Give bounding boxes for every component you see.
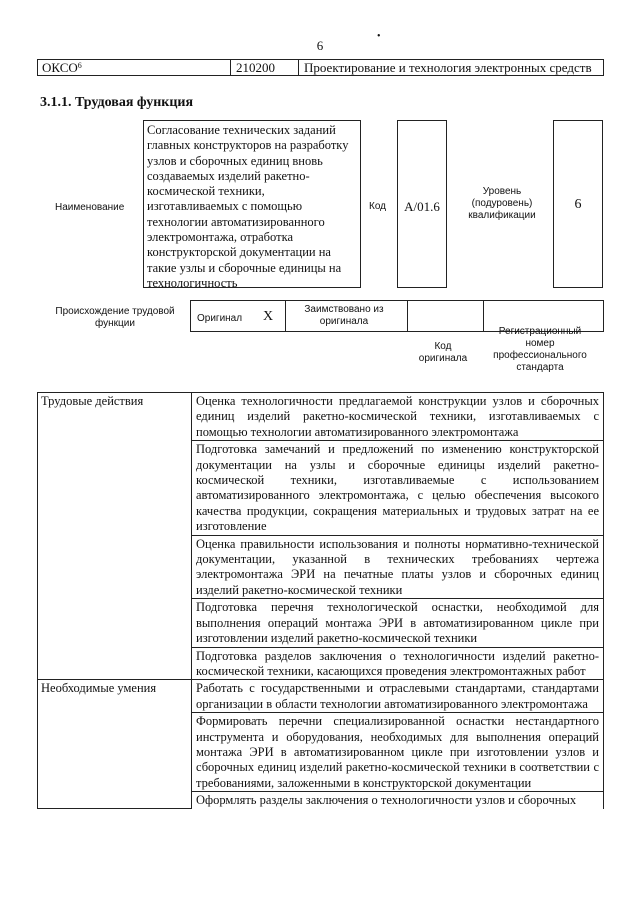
page-number: 6: [316, 38, 324, 53]
reg-number-label: Регистрационный номер профессионального стандарта: [493, 326, 587, 373]
level-label: Уровень (подуровень) квалификации: [468, 186, 536, 221]
code-value-box: [397, 120, 447, 288]
code-label: Код: [369, 201, 387, 212]
origin-divider-3: [483, 301, 484, 331]
function-name-box: [143, 120, 361, 288]
okso-footnote: 6: [77, 61, 82, 70]
labor-action-1: Оценка технологичности предлагаемой конструкции узлов и сборочных единиц изделий ракетно-космической техники, изготавливаемых с помощью технологии автоматизированного электромонтажа: [192, 393, 604, 441]
skill-3: Оформлять разделы заключения о технологичности узлов и сборочных: [192, 792, 604, 809]
okso-label: ОКСО: [42, 60, 78, 75]
okso-row: [37, 59, 604, 76]
name-label: Наименование: [55, 202, 125, 213]
table-row: [38, 680, 604, 713]
skill-1: Работать с государственными и отраслевыми стандартами, стандартами организации в области технологии автоматизированного электромонтажа: [192, 680, 604, 713]
level-value-box: [553, 120, 603, 288]
table-row: [38, 393, 604, 441]
labor-action-5: Подготовка разделов заключения о технологичности изделий ракетно-космической техники, касающихся проведения электромонтажных работ: [192, 647, 604, 680]
skill-2: Формировать перечни специализированной оснастки нестандартного инструмента и оборудования, необходимых для выполнения операций монтажа ЭРИ в автоматизированном цикле при изготовлении узлов и сборочных единиц изделий ракетно-космической техники в соответствии с требованиями, заложенными в конструкторской документации: [192, 713, 604, 792]
labor-action-4: Подготовка перечня технологической оснастки, необходимой для выполнения операций монтажа ЭРИ в автоматизированном цикле при изготовлении изделий ракетно-космической техники: [192, 599, 604, 647]
scan-dot: •: [377, 31, 381, 42]
okso-label-cell: [38, 60, 231, 75]
labor-action-3: Оценка правильности использования и полноты нормативно-технической документации, указанной в технических требованиях чертежа электромонтажа ЭРИ на печатные платы узлов и сборочных единиц изделий ракетно-космической техники: [192, 535, 604, 599]
borrowed-label: Заимствовано из оригинала: [304, 304, 384, 327]
labor-actions-label: Трудовые действия: [38, 393, 192, 680]
origin-divider-1: [285, 301, 286, 331]
labor-action-2: Подготовка замечаний и предложений по изменению конструкторской документации на узлы и сборочные единицы изделий ракетно-космической техники, изготавливаемые с использованием автоматизированного электромонтажа, с целью обеспечения высокого качества продукции, сокращения материальных и трудовых затрат на ее изготовление: [192, 441, 604, 535]
okso-code: 210200: [231, 60, 299, 75]
code-original-label: Код оригинала: [418, 341, 468, 364]
functions-table: [37, 392, 604, 809]
code-value: А/01.6: [404, 199, 440, 214]
origin-divider-2: [407, 301, 408, 331]
original-label: Оригинал: [197, 313, 243, 324]
skills-label: Необходимые умения: [38, 680, 192, 809]
origin-label: Происхождение трудовой функции: [55, 306, 175, 329]
original-mark: X: [263, 309, 274, 324]
level-value: 6: [574, 197, 582, 212]
okso-title: Проектирование и технология электронных средств: [304, 60, 592, 75]
function-name-text: Согласование технических заданий главных конструкторов на разработку узлов и сборочных единиц вновь создаваемых изделий ракетно-космической техники, изготавливаемых с помощью технологии автоматизированного электромонтажа, отработка конструкторской документации на такие узлы и сборочные единицы на технологичность: [147, 123, 349, 290]
section-title: 3.1.1. Трудовая функция: [40, 95, 194, 110]
